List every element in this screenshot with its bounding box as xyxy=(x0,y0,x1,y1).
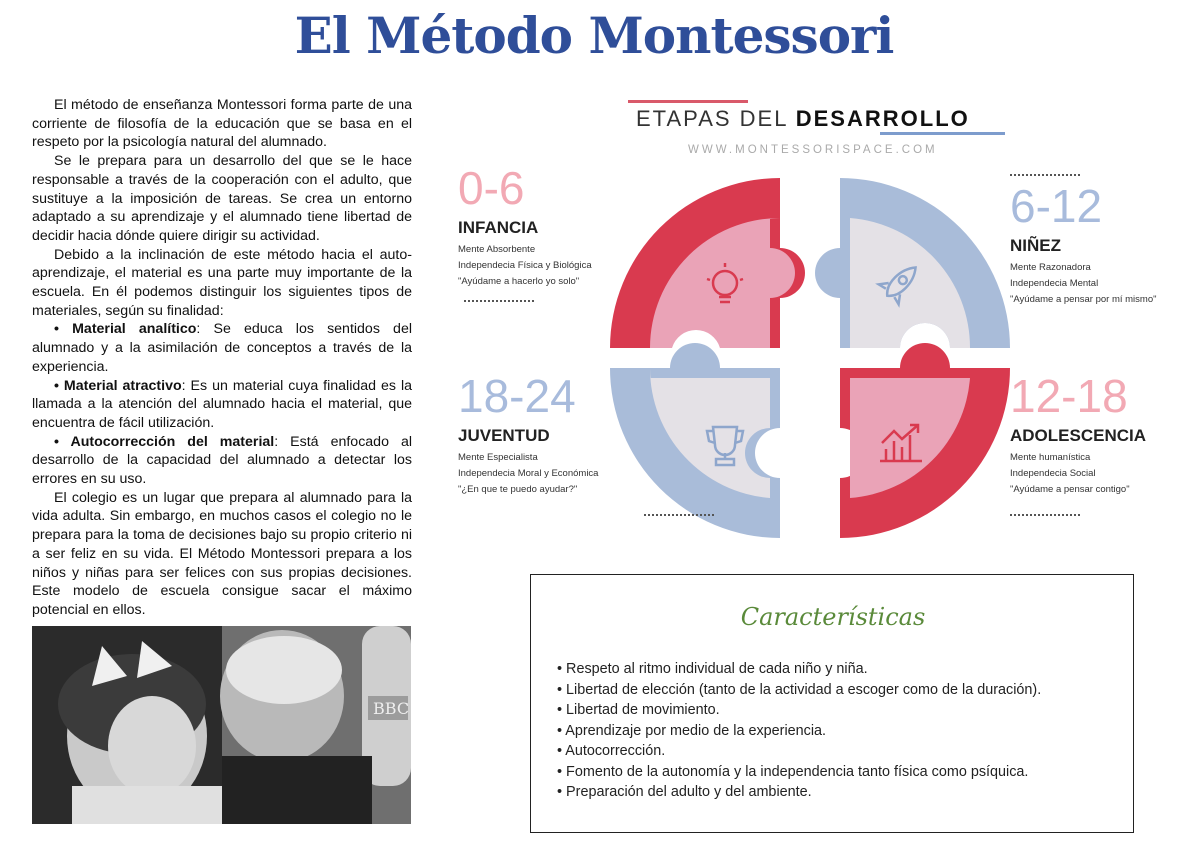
stage-line: Independecia Física y Biológica xyxy=(458,260,592,271)
development-stages-infographic xyxy=(440,90,1180,540)
bullet-material-analitico xyxy=(32,320,412,376)
microphone-sign-text: BBC xyxy=(373,699,410,718)
montessori-photo xyxy=(32,626,411,824)
stage-line: Mente Razonadora xyxy=(1010,262,1091,273)
list-item: • Libertad de elección (tanto de la actividad a escoger como de la duración). xyxy=(557,680,1041,701)
stage-range: 0-6 xyxy=(458,162,525,214)
bullet-autocorreccion xyxy=(32,433,412,489)
stage-infancia xyxy=(458,164,592,290)
bullet-text: : Es un material cuya finalidad es la llamada a la atención del alumnado hacia el material, que encuentra de fácil utilización. xyxy=(32,377,412,431)
stage-range: 12-18 xyxy=(1010,370,1128,422)
dotted-line xyxy=(1010,174,1080,176)
paragraph-materials: Debido a la inclinación de este método hacia el auto-aprendizaje, el material es una parte muy importante de la escuela. En él podemos distinguir los siguientes tipos de materiales, según su finalidad: xyxy=(32,246,412,319)
paragraph-school: El colegio es un lugar que prepara al alumnado para la vida adulta. Sin embargo, en muchos casos el colegio no le prepara para la toma de decisiones bajo su propio criterio ni a ser feliz en su vida. El Método Montessori prepara a los niños y niñas para ser felices con sus propias decisiones. Este modelo de escuela consigue sacar el máximo potencial en ellos. xyxy=(32,489,412,618)
website-url: WWW.MONTESSORISPACE.COM xyxy=(688,144,938,156)
stage-line: "Ayúdame a pensar contigo" xyxy=(1010,484,1130,495)
stage-juventud xyxy=(458,372,598,498)
red-accent-line xyxy=(628,100,748,103)
list-item: • Fomento de la autonomía y la independencia tanto física como psíquica. xyxy=(557,762,1041,783)
stage-adolescencia xyxy=(1010,372,1146,498)
stage-line: "Ayúdame a pensar por mí mismo" xyxy=(1010,294,1157,305)
bullet-label: • Autocorrección del material xyxy=(54,433,275,450)
paragraph-intro: El método de enseñanza Montessori forma parte de una corriente de filosofía de la educación que se basa en el respeto por la psicología natural del alumnado. xyxy=(32,97,412,151)
bullet-material-atractivo xyxy=(32,377,412,433)
caracteristicas-card xyxy=(530,574,1134,833)
heading-light: ETAPAS DEL xyxy=(636,106,796,131)
bullet-label: • Material analítico xyxy=(54,321,197,338)
dotted-line xyxy=(464,300,534,302)
stage-line: Mente Especialista xyxy=(458,452,538,463)
stage-name: NIÑEZ xyxy=(1010,236,1061,255)
card-title: Características xyxy=(740,603,926,631)
infographic-heading xyxy=(636,106,970,132)
stage-line: "Ayúdame a hacerlo yo solo" xyxy=(458,276,580,287)
dotted-line xyxy=(644,514,714,516)
list-item: • Aprendizaje por medio de la experiencia. xyxy=(557,721,1041,742)
blue-accent-line xyxy=(880,132,1005,135)
stage-range: 18-24 xyxy=(458,370,576,422)
stage-line: Independecia Social xyxy=(1010,468,1096,479)
puzzle-circle xyxy=(610,178,1010,538)
page-title: El Método Montessori xyxy=(294,6,894,65)
paragraph-development: Se le prepara para un desarrollo del que se le hace responsable a través de la cooperación con el adulto, que sustituye a la imposición de tareas. Se crea un entorno adaptado a su aprendizaje y el alumnado tiene libertad de decidir hacia dónde quiere dirigir su actividad. xyxy=(32,153,412,244)
dotted-line xyxy=(1010,514,1080,516)
stage-ninez xyxy=(1010,182,1157,308)
bullet-label: • Material atractivo xyxy=(54,377,182,394)
stage-name: ADOLESCENCIA xyxy=(1010,426,1147,445)
stage-range: 6-12 xyxy=(1010,180,1103,232)
article-body xyxy=(32,96,412,620)
stage-name: JUVENTUD xyxy=(458,426,550,445)
stage-name: INFANCIA xyxy=(458,218,539,237)
stage-line: Independecia Moral y Económica xyxy=(458,468,599,479)
list-item: • Respeto al ritmo individual de cada niño y niña. xyxy=(557,659,1041,680)
bullet-text: : Está enfocado al desarrollo de la capacidad del alumnado a detectar los errores en su uso. xyxy=(32,433,413,488)
stage-line: Independecia Mental xyxy=(1010,278,1099,289)
list-item: • Libertad de movimiento. xyxy=(557,700,1041,721)
caracteristicas-list xyxy=(557,659,1041,803)
photo-illustration xyxy=(32,626,411,824)
stage-line: "¿En que te puedo ayudar?" xyxy=(458,484,578,495)
heading-bold: DESARROLLO xyxy=(795,106,970,131)
bullet-text: : Se educa los sentidos del alumnado y a la asimilación de conceptos a través de la experiencia. xyxy=(32,321,412,375)
list-item: • Autocorrección. xyxy=(557,741,1041,762)
list-item: • Preparación del adulto y del ambiente. xyxy=(557,782,1041,803)
stage-line: Mente Absorbente xyxy=(458,244,536,255)
stage-line: Mente humanística xyxy=(1010,452,1091,463)
